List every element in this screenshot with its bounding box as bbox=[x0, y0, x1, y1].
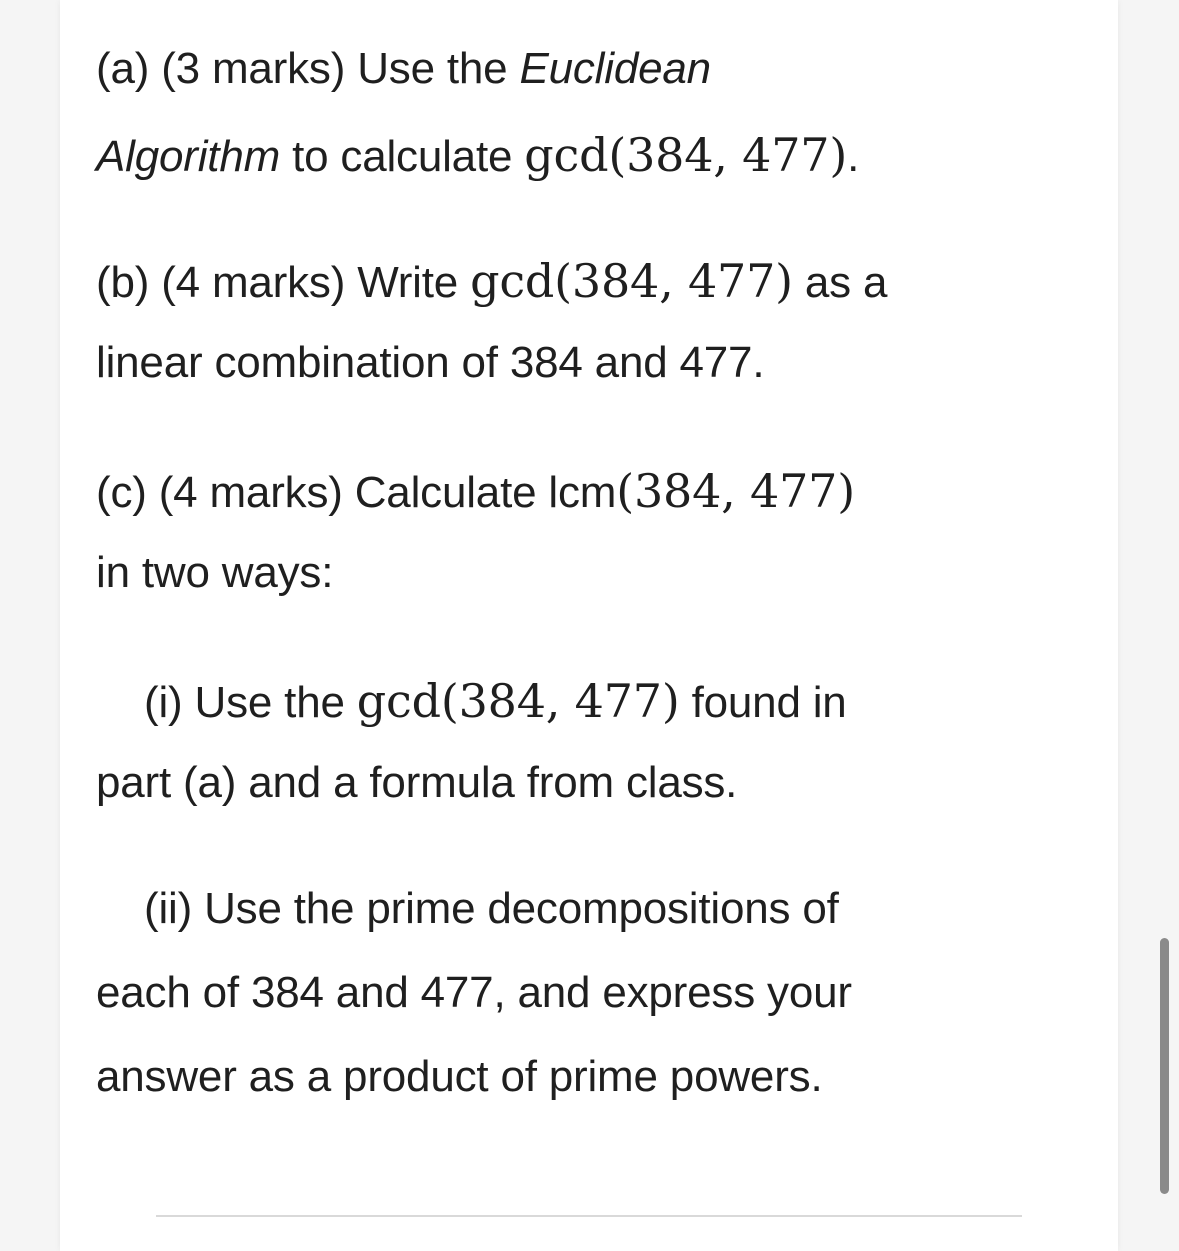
part-c-line-2 bbox=[96, 548, 333, 598]
part-c-ii-line-3-text: answer as a product of prime powers. bbox=[96, 1052, 823, 1101]
part-c-i-suffix: found in bbox=[679, 678, 847, 727]
part-c-i-line-2-text: part (a) and a formula from class. bbox=[96, 758, 738, 807]
part-c-i-line-1 bbox=[144, 674, 847, 728]
part-c-i-prefix: (i) Use the bbox=[144, 678, 357, 727]
part-c-line-1 bbox=[96, 464, 855, 518]
part-c-i-math-gcd: gcd(384, 477) bbox=[356, 674, 680, 728]
part-c-ii-line-2-text: each of 384 and 477, and express your bbox=[96, 968, 852, 1017]
part-c-ii-line-1-text: (ii) Use the prime decompositions of bbox=[144, 884, 839, 933]
part-a-line-2 bbox=[96, 128, 859, 182]
part-a-end: . bbox=[847, 132, 860, 181]
part-b-math-gcd: gcd(384, 477) bbox=[470, 254, 793, 308]
part-a-suffix: to calculate bbox=[280, 132, 525, 181]
part-c-ii-line-3 bbox=[96, 1052, 822, 1102]
part-b-prefix: (b) (4 marks) Write bbox=[96, 258, 471, 307]
part-a-prefix: (a) (3 marks) Use the bbox=[96, 44, 520, 93]
part-b-suffix: as a bbox=[792, 258, 888, 307]
part-a-line-1 bbox=[96, 44, 711, 94]
section-divider bbox=[156, 1215, 1022, 1217]
part-b-line-2-text: linear combination of 384 and 477. bbox=[96, 338, 765, 387]
part-c-i-line-2 bbox=[96, 758, 737, 808]
scrollbar-thumb[interactable] bbox=[1160, 938, 1169, 1194]
part-a-emphasis-euclidean: Euclidean bbox=[519, 44, 711, 93]
part-b-line-2 bbox=[96, 338, 764, 388]
part-c-ii-line-1 bbox=[144, 884, 839, 934]
part-b-line-1 bbox=[96, 254, 887, 308]
part-c-math-args: (384, 477) bbox=[616, 464, 855, 518]
part-c-ii-line-2 bbox=[96, 968, 852, 1018]
part-c-line-2-text: in two ways: bbox=[96, 548, 334, 597]
part-a-emphasis-algorithm: Algorithm bbox=[96, 132, 281, 181]
part-c-prefix: (c) (4 marks) Calculate lcm bbox=[96, 468, 617, 517]
part-a-math-gcd: gcd(384, 477) bbox=[524, 128, 848, 182]
